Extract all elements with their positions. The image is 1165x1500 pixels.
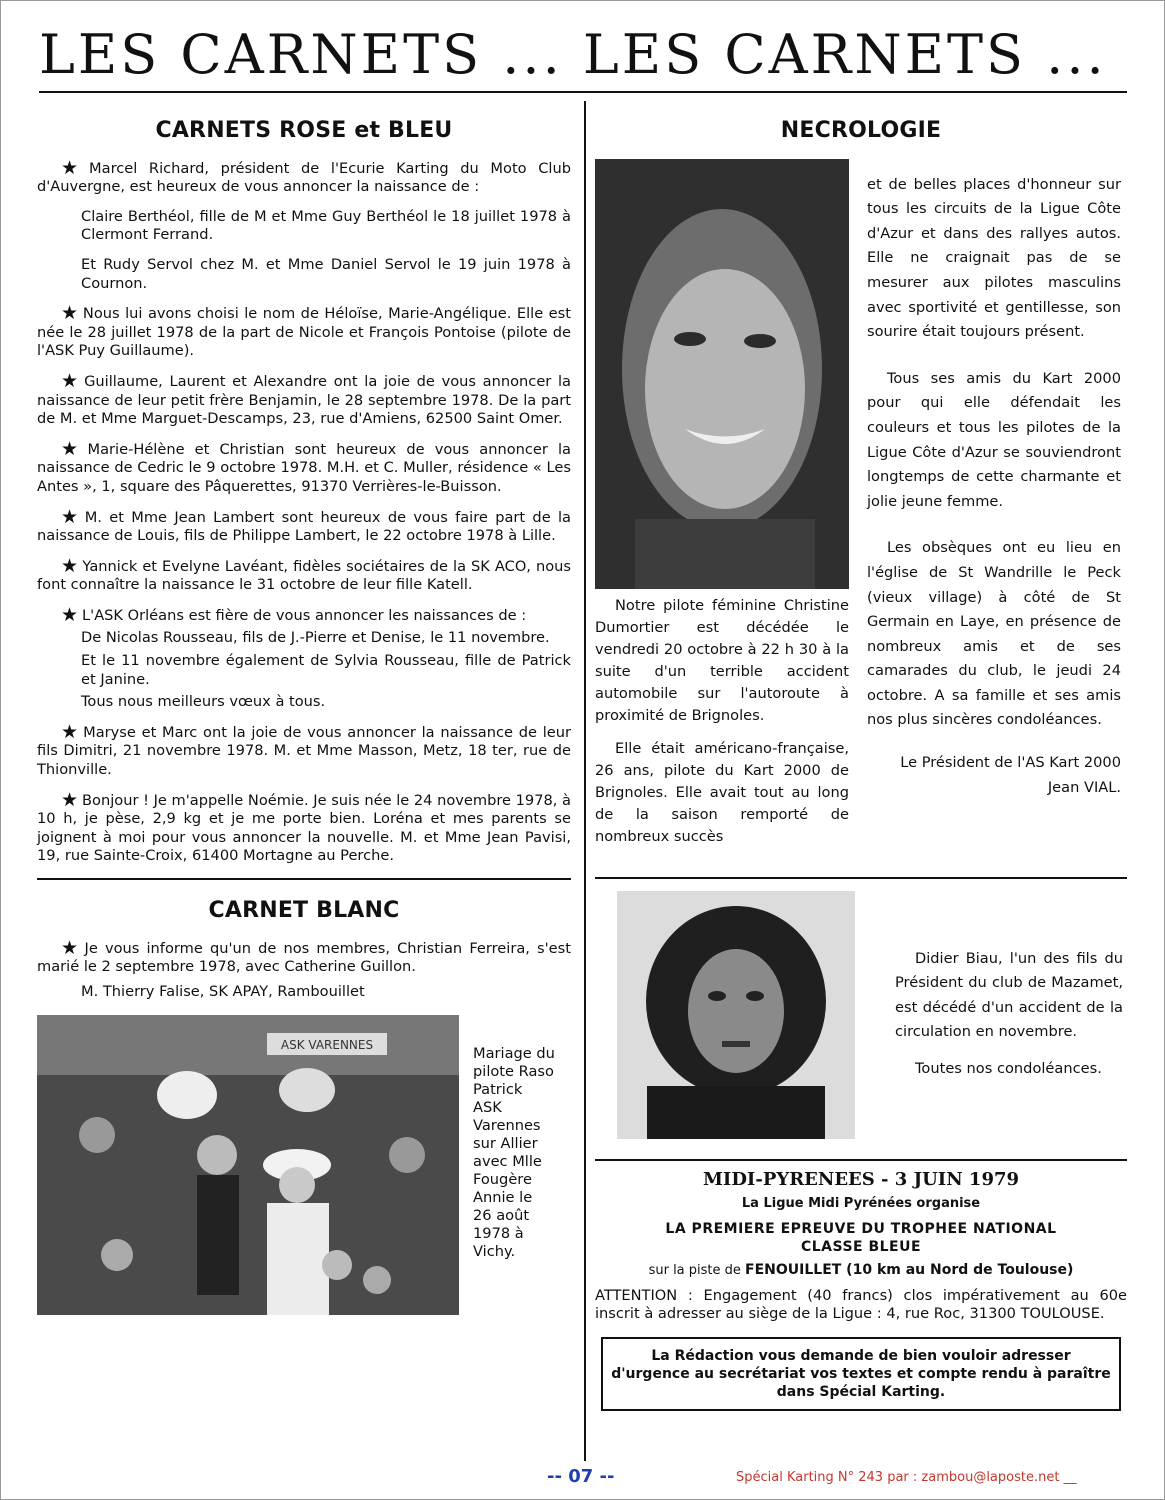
carnet-blanc-heading: CARNET BLANC bbox=[208, 898, 400, 923]
star-icon: ★ bbox=[61, 720, 80, 743]
midi-pyrenees-venue: sur la piste de FENOUILLET (10 km au Nord de Toulouse) bbox=[648, 1261, 1074, 1278]
birth-entry: ★ Guillaume, Laurent et Alexandre ont la joie de vous annoncer la naissance de leur petit frère Benjamin, le 28 septembre 1978. De la part de M. et Mme Marguet-Descamps, 23, rue d'Amiens, 62500 Saint Omer. bbox=[37, 369, 571, 428]
birth-entry: ★ Nous lui avons choisi le nom de Héloïse, Marie-Angélique. Elle est née le 28 juillet 1978 de la part de Nicole et François Pontoise (pilote de l'ASK Puy Guillaume). bbox=[37, 302, 571, 360]
section-rule bbox=[595, 877, 1127, 879]
midi-pyrenees-attention: ATTENTION : Engagement (40 francs) clos impérativement au 60e inscrit à adresser au siège de la Ligue : 4, rue Roc, 31300 TOULOUSE. bbox=[595, 1286, 1127, 1322]
left-column bbox=[37, 116, 571, 1315]
birth-entry: ★ Marie-Hélène et Christian sont heureux de vous annoncer la naissance de Cedric le 9 octobre 1978. M.H. et C. Muller, résidence « Les Antes », 1, square des Pâquerettes, 91370 Verrières-le-Buisson. bbox=[37, 437, 571, 495]
portrait-photo bbox=[595, 159, 849, 589]
necrology-paragraph: Les obsèques ont eu lieu en l'église de St Wandrille le Peck (vieux village) à côté de St Germain en Laye, en présence de nombreux amis et de ses camarades du club, le jeudi 24 octobre. A sa famille et ses amis nos plus sincères condoléances. bbox=[867, 539, 1121, 729]
birth-entry: Tous nous meilleurs vœux à tous. bbox=[81, 693, 326, 711]
footer-credit: Spécial Karting N° 243 par : zambou@laposte.net __ bbox=[736, 1470, 1077, 1485]
svg-text:ASK VARENNES: ASK VARENNES bbox=[280, 1038, 374, 1053]
birth-entry: ★ Yannick et Evelyne Lavéant, fidèles sociétaires de la SK ACO, nous font connaître la naissance le 31 octobre de leur fille Katell. bbox=[37, 554, 571, 594]
wedding-entry: ★ Je vous informe qu'un de nos membres, Christian Ferreira, s'est marié le 2 septembre 1978, avec Catherine Guillon. bbox=[37, 936, 571, 976]
wedding-photo-illustration bbox=[37, 1015, 459, 1315]
section-rule bbox=[37, 878, 571, 880]
star-icon: ★ bbox=[61, 156, 86, 179]
necrology-paragraph: et de belles places d'honneur sur tous les circuits de la Ligue Côte d'Azur et dans des rallyes autos. Elle ne craignait pas de se mesurer aux pilotes masculins avec sportivité et gentillesse, son sourire était toujours présent. bbox=[867, 175, 1121, 341]
midi-pyrenees-event: LA PREMIERE EPREUVE DU TROPHEE NATIONAL bbox=[665, 1220, 1057, 1237]
star-icon: ★ bbox=[61, 603, 79, 626]
birth-entry: Et Rudy Servol chez M. et Mme Daniel Servol le 19 juin 1978 à Cournon. bbox=[81, 255, 571, 292]
birth-entry: ★ M. et Mme Jean Lambert sont heureux de vous faire part de la naissance de Louis, fils de Philippe Lambert, le 22 octobre 1978 à Lille. bbox=[37, 505, 571, 545]
necrology-paragraph: Elle était américano-française, 26 ans, pilote du Kart 2000 de Brignoles. Elle avait tout au long de la saison remporté de nombreux succès bbox=[595, 739, 849, 845]
birth-entry: ★ Maryse et Marc ont la joie de vous annoncer la naissance de leur fils Dimitri, 21 novembre 1978. M. et Mme Masson, Metz, 18 ter, rue de Thionville. bbox=[37, 720, 571, 779]
biau-text: Didier Biau, l'un des fils du Président du club de Mazamet, est décédé d'un accident de la circulation en novembre. bbox=[895, 949, 1123, 1041]
star-icon: ★ bbox=[61, 554, 79, 577]
carnets-rose-bleu-heading: CARNETS ROSE et BLEU bbox=[155, 118, 453, 143]
wedding-caption: Mariage du pilote Raso Patrick ASK Varennes sur Allier avec Mlle Fougère Annie le 26 août 1978 à Vichy. bbox=[473, 1045, 555, 1261]
masthead-title: LES CARNETS ... LES CARNETS ... bbox=[39, 23, 1107, 86]
star-icon: ★ bbox=[61, 369, 81, 392]
birth-entry: Et le 11 novembre également de Sylvia Rousseau, fille de Patrick et Janine. bbox=[81, 652, 571, 688]
birth-entry: ★ Marcel Richard, président de l'Ecurie Karting du Moto Club d'Auvergne, est heureux de vous annoncer la naissance de : bbox=[37, 156, 571, 196]
necrology-signature-title: Le Président de l'AS Kart 2000 bbox=[900, 754, 1121, 772]
redaction-notice-box: La Rédaction vous demande de bien vouloir adresser d'urgence au secrétariat vos textes et compte rendu à paraître dans Spécial Karting. bbox=[601, 1337, 1121, 1411]
necrology-paragraph: Notre pilote féminine Christine Dumortier est décédée le vendredi 20 octobre à 22 h 30 à la suite d'un terrible accident automobile sur l'autoroute à proximité de Brignoles. bbox=[595, 596, 849, 724]
star-icon: ★ bbox=[61, 437, 84, 460]
birth-entry: Claire Berthéol, fille de M et Mme Guy Berthéol le 18 juillet 1978 à Clermont Ferrand. bbox=[81, 207, 571, 244]
necrology-signature-name: Jean VIAL. bbox=[1047, 778, 1121, 796]
birth-entry: ★ Bonjour ! Je m'appelle Noémie. Je suis née le 24 novembre 1978, à 10 h, je pèse, 2,9 kg et je me porte bien. Loréna et mes parents se joignent à moi pour vous annoncer la nouvelle. M. et Mme Jean Pavisi, 19, rue Sainte-Croix, 61400 Mortagne au Perche. bbox=[37, 788, 572, 865]
star-icon: ★ bbox=[61, 788, 79, 811]
wedding-signature: M. Thierry Falise, SK APAY, Rambouillet bbox=[81, 982, 365, 1000]
star-icon: ★ bbox=[61, 505, 81, 528]
biau-portrait-photo bbox=[617, 891, 855, 1139]
portrait-illustration bbox=[595, 159, 849, 589]
biau-portrait-illustration bbox=[617, 891, 855, 1139]
column-divider bbox=[584, 101, 586, 1461]
midi-pyrenees-class: CLASSE BLEUE bbox=[800, 1239, 922, 1256]
wedding-photo bbox=[37, 1015, 459, 1315]
birth-entry: ★ L'ASK Orléans est fière de vous annoncer les naissances de : bbox=[37, 606, 571, 626]
midi-pyrenees-title: MIDI-PYRENEES - 3 JUIN 1979 bbox=[702, 1168, 1020, 1190]
midi-pyrenees-notice bbox=[595, 1168, 1127, 1281]
necrologie-heading: NECROLOGIE bbox=[780, 118, 942, 143]
star-icon: ★ bbox=[61, 302, 79, 325]
page-number: -- 07 -- bbox=[547, 1466, 615, 1487]
necrology-paragraph: Tous ses amis du Kart 2000 pour qui elle défendait les couleurs et tous les pilotes de la Ligue Côte d'Azur se souviendront longtemps de cette charmante et jolie jeune femme. bbox=[867, 369, 1121, 510]
midi-pyrenees-organiser: La Ligue Midi Pyrénées organise bbox=[741, 1196, 981, 1212]
right-column bbox=[595, 116, 1127, 1411]
section-rule bbox=[595, 1159, 1127, 1161]
star-icon: ★ bbox=[61, 936, 81, 959]
masthead-rule bbox=[39, 91, 1127, 93]
biau-condolences: Toutes nos condoléances. bbox=[915, 1059, 1102, 1077]
birth-entry: De Nicolas Rousseau, fils de J.-Pierre et Denise, le 11 novembre. bbox=[81, 629, 550, 647]
